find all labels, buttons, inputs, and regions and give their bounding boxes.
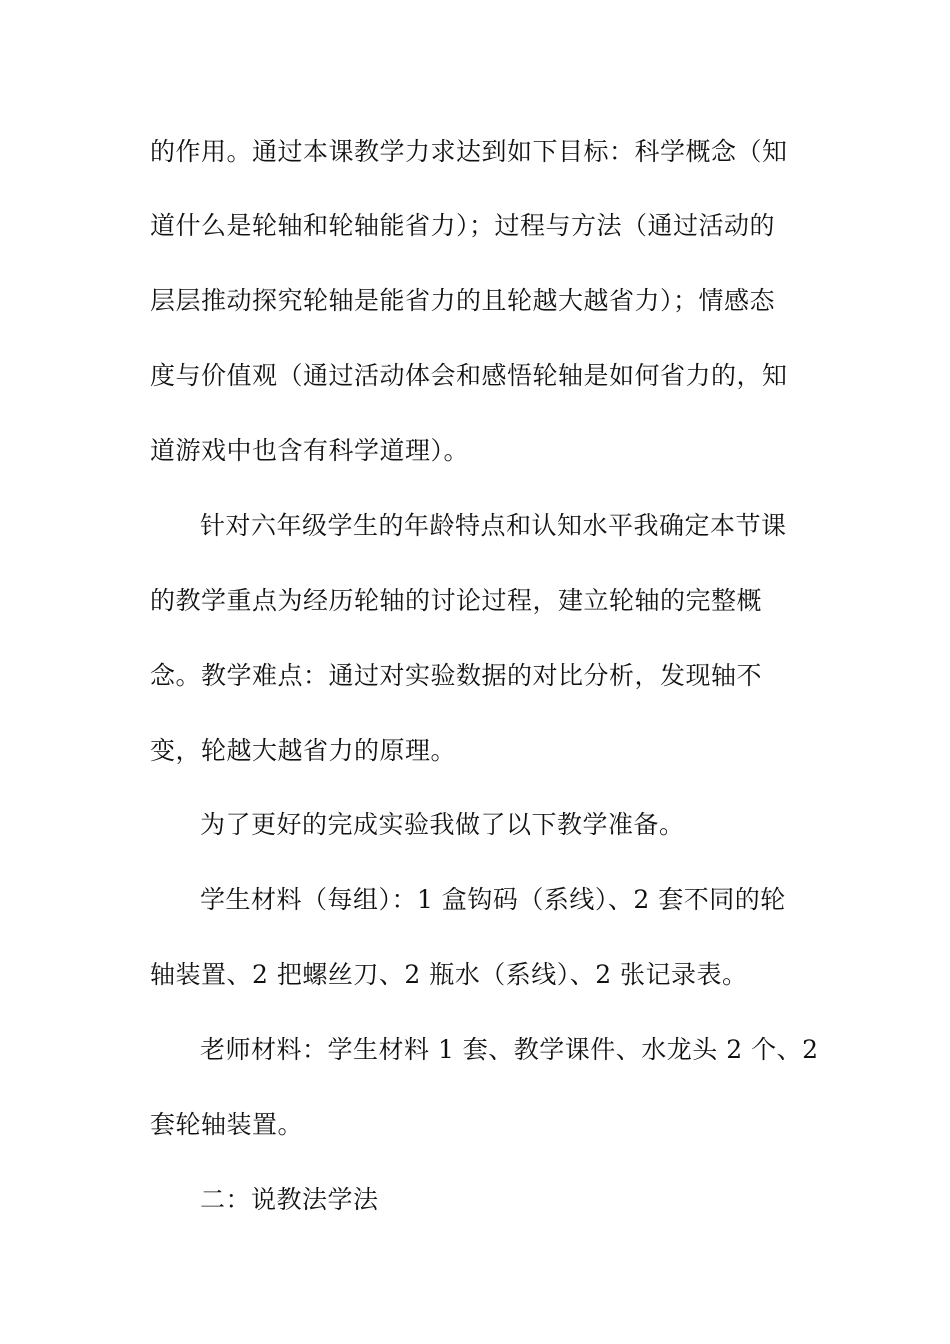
paragraph-line: 针对六年级学生的年龄特点和认知水平我确定本节课 — [200, 511, 787, 540]
paragraph-line: 的教学重点为经历轮轴的讨论过程，建立轮轴的完整概 — [150, 586, 763, 615]
paragraph-line: 层层推动探究轮轴是能省力的且轮越大越省力）；情感态 — [150, 286, 776, 315]
paragraph-line: 道游戏中也含有科学道理）。 — [150, 436, 470, 465]
paragraph-line: 轴装置、2 把螺丝刀、2 瓶水（系线）、2 张记录表。 — [150, 960, 748, 989]
paragraph-line: 念。教学难点：通过对实验数据的对比分析，发现轴不 — [150, 661, 763, 690]
paragraph-line: 的作用。通过本课教学力求达到如下目标：科学概念（知 — [150, 137, 788, 166]
section-heading: 二：说教法学法 — [200, 1185, 379, 1214]
paragraph-line: 为了更好的完成实验我做了以下教学准备。 — [200, 810, 685, 839]
paragraph-line: 度与价值观（通过活动体会和感悟轮轴是如何省力的，知 — [150, 361, 788, 390]
paragraph-line: 学生材料（每组）：1 盒钩码（系线）、2 套不同的轮 — [200, 885, 786, 914]
paragraph-line: 套轮轴装置。 — [150, 1110, 304, 1139]
paragraph-line: 道什么是轮轴和轮轴能省力）；过程与方法（通过活动的 — [150, 211, 776, 240]
paragraph-line: 老师材料：学生材料 1 套、教学课件、水龙头 2 个、2 — [200, 1035, 819, 1064]
paragraph-line: 变，轮越大越省力的原理。 — [150, 736, 457, 765]
